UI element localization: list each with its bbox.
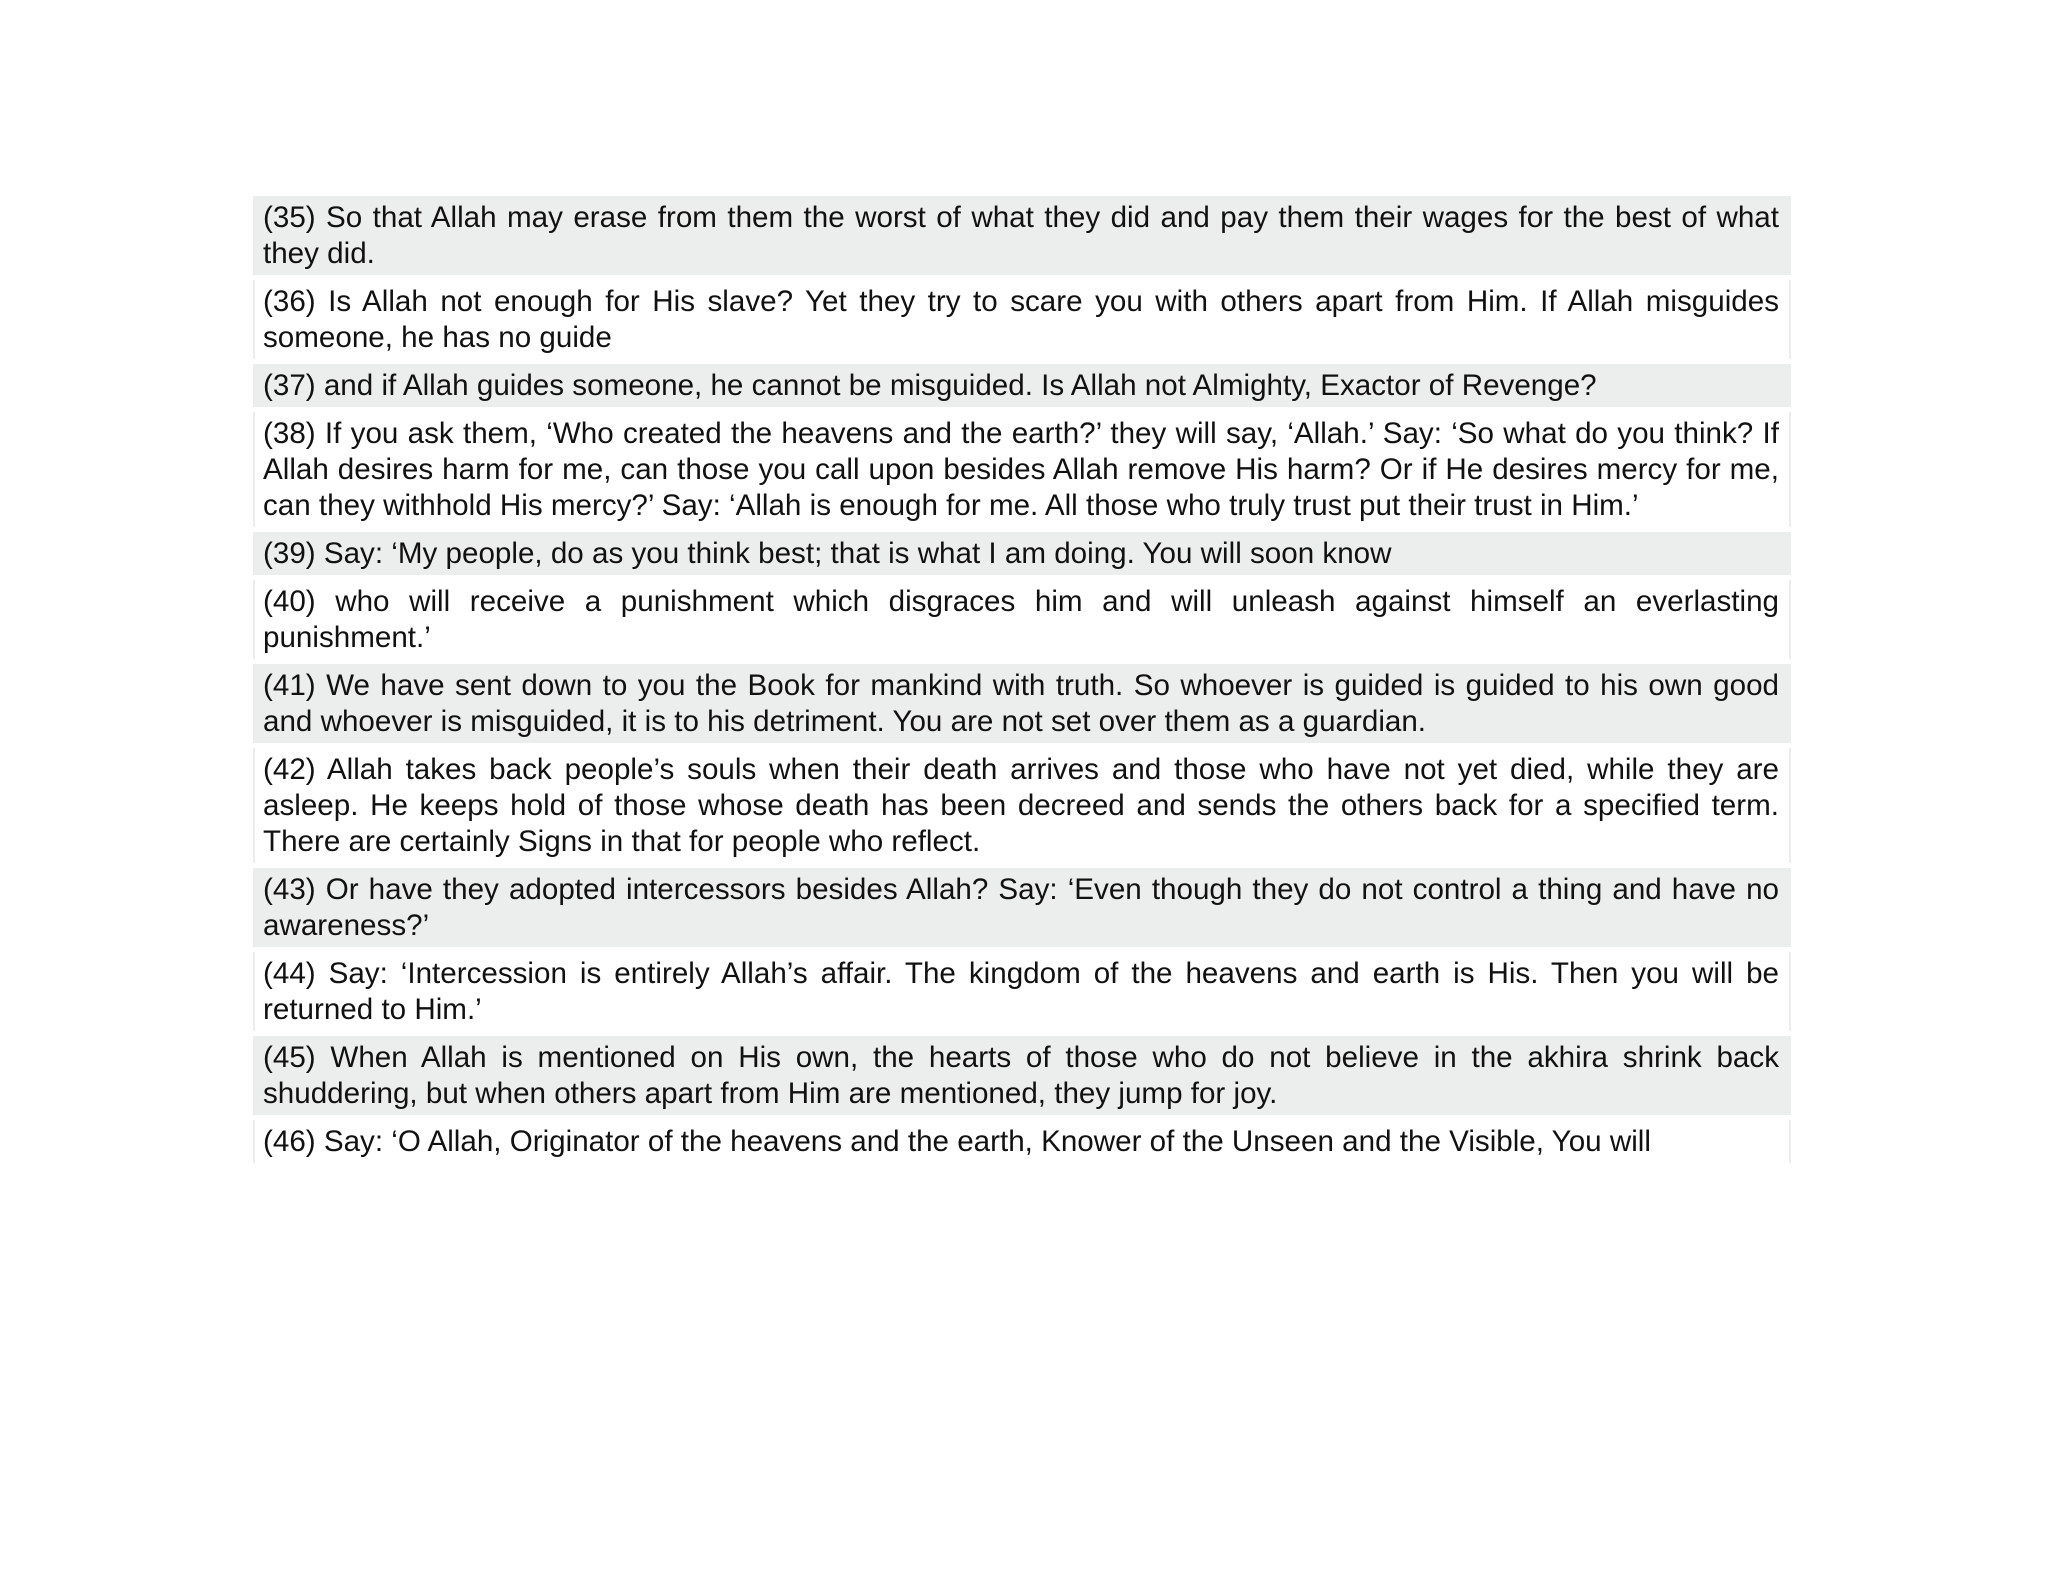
verse-45: (45) When Allah is mentioned on His own, the hearts of those who do not believe in the akhira shrink back shuddering, but when others apart from Him are mentioned, they jump for joy.	[253, 1036, 1791, 1115]
verse-table	[253, 196, 1791, 1348]
verse-42: (42) Allah takes back people’s souls when their death arrives and those who have not yet died, while they are asleep. He keeps hold of those whose death has been decreed and sends the others back for a specified term. There are certainly Signs in that for people who reflect.	[253, 748, 1791, 863]
verse-41: (41) We have sent down to you the Book for mankind with truth. So whoever is guided is guided to his own good and whoever is misguided, it is to his detriment. You are not set over them as a guardian.	[253, 664, 1791, 743]
verse-36: (36) Is Allah not enough for His slave? Yet they try to scare you with others apart from Him. If Allah misguides someone, he has no guide	[253, 280, 1791, 359]
verse-40: (40) who will receive a punishment which disgraces him and will unleash against himself an everlasting punishment.’	[253, 580, 1791, 659]
verse-46: (46) Say: ‘O Allah, Originator of the heavens and the earth, Knower of the Unseen and the Visible, You will	[253, 1120, 1791, 1163]
verse-35: (35) So that Allah may erase from them the worst of what they did and pay them their wages for the best of what they did.	[253, 196, 1791, 275]
verse-44: (44) Say: ‘Intercession is entirely Allah’s affair. The kingdom of the heavens and earth is His. Then you will be returned to Him.’	[253, 952, 1791, 1031]
verse-37: (37) and if Allah guides someone, he cannot be misguided. Is Allah not Almighty, Exactor of Revenge?	[253, 364, 1791, 407]
verse-38: (38) If you ask them, ‘Who created the heavens and the earth?’ they will say, ‘Allah.’ Say: ‘So what do you think? If Allah desires harm for me, can those you call upon besides Allah remove His harm? Or if He desires mercy for me, can they withhold His mercy?’ Say: ‘Allah is enough for me. All those who truly trust put their trust in Him.’	[253, 412, 1791, 527]
verse-43: (43) Or have they adopted intercessors besides Allah? Say: ‘Even though they do not control a thing and have no awareness?’	[253, 868, 1791, 947]
verse-39: (39) Say: ‘My people, do as you think best; that is what I am doing. You will soon know	[253, 532, 1791, 575]
